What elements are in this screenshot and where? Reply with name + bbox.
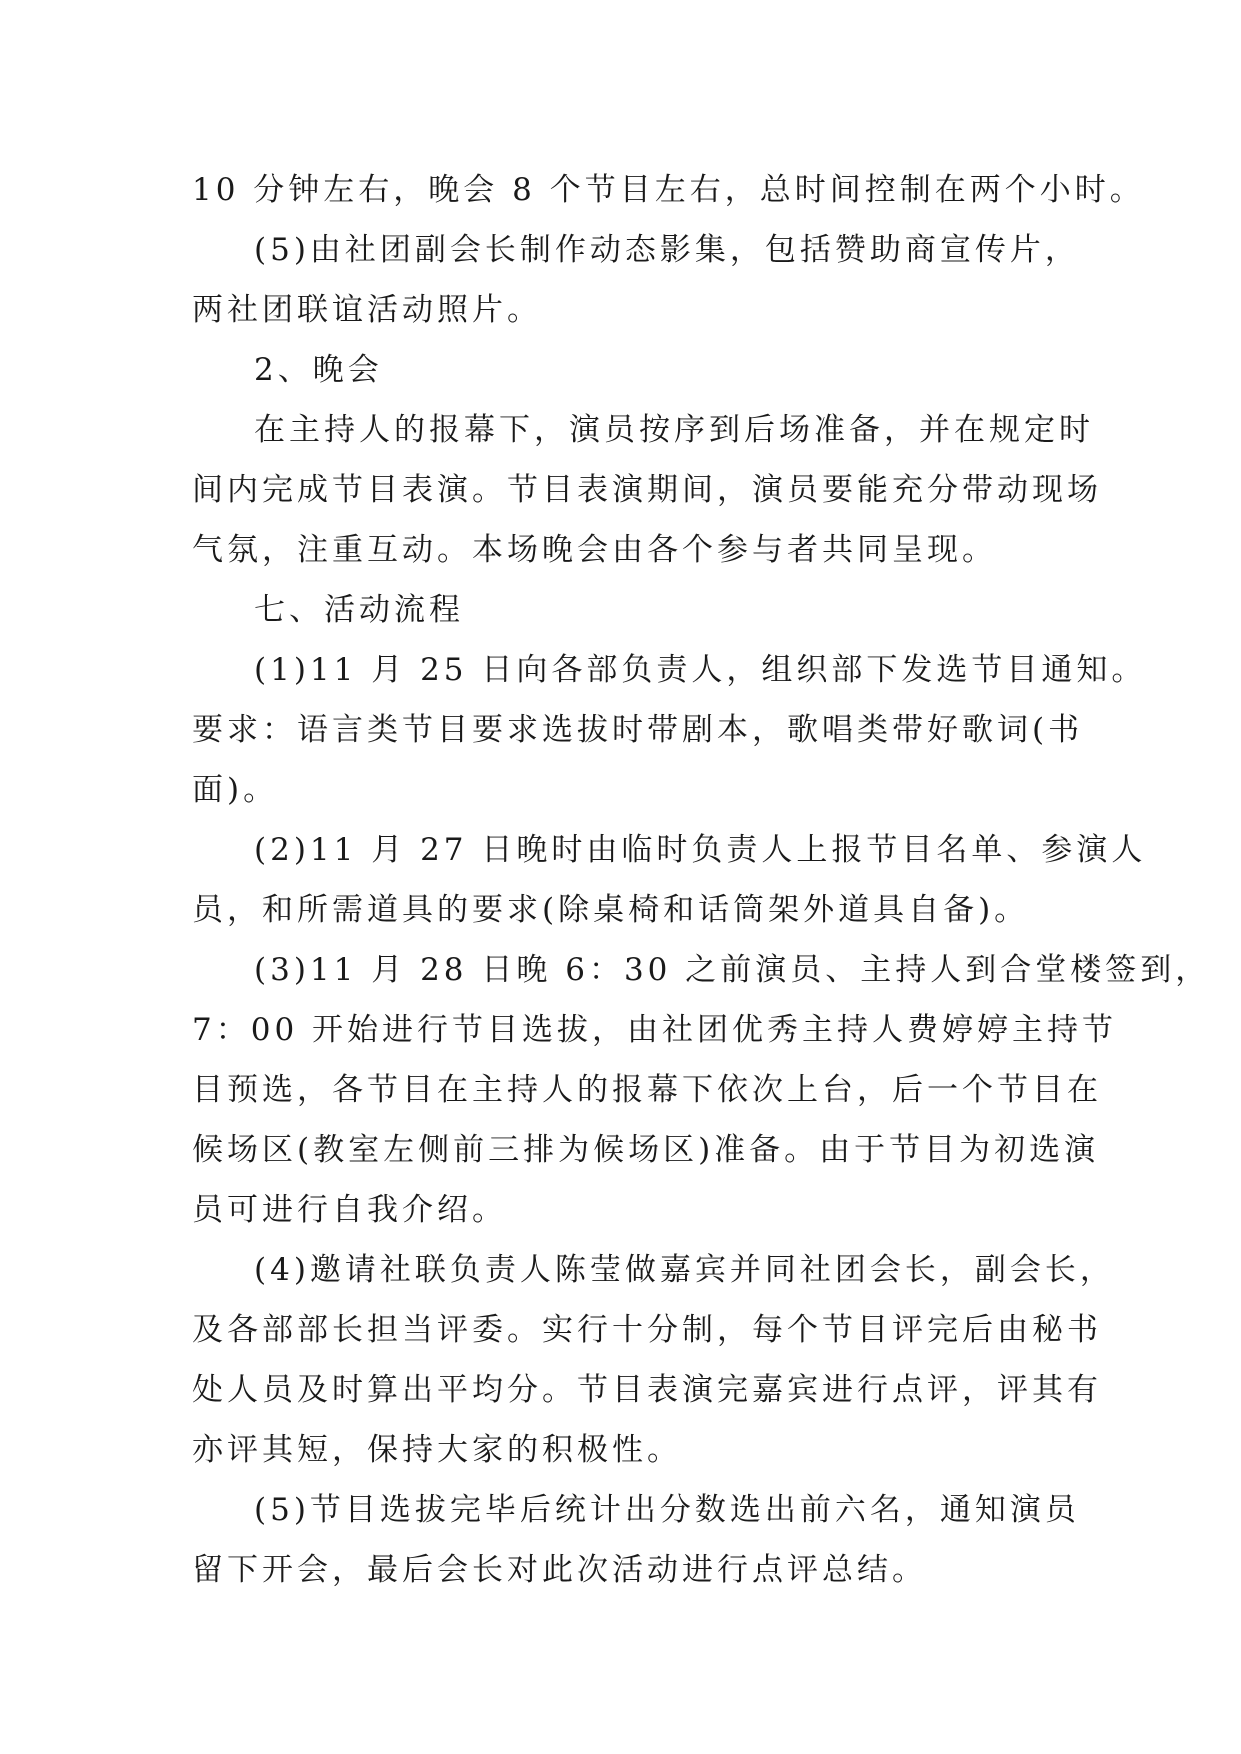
document-body [192, 160, 1211, 1600]
text-line: (1)11 月 25 日向各部负责人，组织部下发选节目通知。 [254, 652, 1147, 688]
text-line: 10 分钟左右，晚会 8 个节目左右，总时间控制在两个小时。 [192, 172, 1145, 208]
text-line: 候场区(教室左侧前三排为候场区)准备。由于节目为初选演 [192, 1132, 1100, 1168]
text-line: 面)。 [192, 772, 279, 808]
text-line: 两社团联谊活动照片。 [192, 292, 542, 328]
text-line: 7：00 开始进行节目选拔，由社团优秀主持人费婷婷主持节 [192, 1012, 1118, 1048]
text-line: 间内完成节目表演。节目表演期间，演员要能充分带动现场 [192, 472, 1102, 508]
text-line: (5)由社团副会长制作动态影集，包括赞助商宣传片， [254, 232, 1080, 268]
text-line: 处人员及时算出平均分。节目表演完嘉宾进行点评，评其有 [192, 1372, 1102, 1408]
text-line: 亦评其短，保持大家的积极性。 [192, 1432, 682, 1468]
section-heading: 七、活动流程 [254, 592, 464, 628]
text-line: (4)邀请社联负责人陈莹做嘉宾并同社团会长，副会长， [254, 1252, 1115, 1288]
text-line: 员可进行自我介绍。 [192, 1192, 507, 1228]
text-line: (5)节目选拔完毕后统计出分数选出前六名，通知演员 [254, 1492, 1080, 1528]
text-line: 员，和所需道具的要求(除桌椅和话筒架外道具自备)。 [192, 892, 1030, 928]
text-line: 目预选，各节目在主持人的报幕下依次上台，后一个节目在 [192, 1072, 1102, 1108]
section-heading: 2、晚会 [254, 352, 383, 388]
text-line: 在主持人的报幕下，演员按序到后场准备，并在规定时 [254, 412, 1094, 448]
text-line: (3)11 月 28 日晚 6：30 之前演员、主持人到合堂楼签到， [254, 952, 1211, 988]
text-line: 要求：语言类节目要求选拔时带剧本，歌唱类带好歌词(书 [192, 712, 1084, 748]
text-line: 留下开会，最后会长对此次活动进行点评总结。 [192, 1552, 927, 1588]
text-line: 及各部部长担当评委。实行十分制，每个节目评完后由秘书 [192, 1312, 1102, 1348]
text-line: (2)11 月 27 日晚时由临时负责人上报节目名单、参演人 [254, 832, 1147, 868]
text-line: 气氛，注重互动。本场晚会由各个参与者共同呈现。 [192, 532, 997, 568]
